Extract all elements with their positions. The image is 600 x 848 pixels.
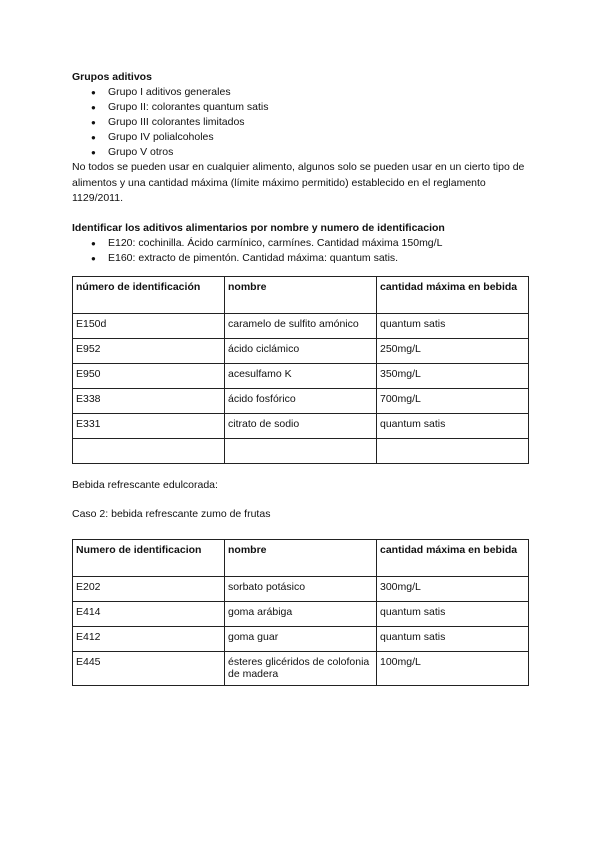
table-header-row — [73, 276, 529, 313]
list-item: ● E120: cochinilla. Ácido carmínico, carmínes. Cantidad máxima 150mg/L — [108, 236, 532, 251]
list-item: ● Grupo III colorantes limitados — [108, 115, 532, 130]
table-cell: 700mg/L — [377, 388, 529, 413]
table-cell: 300mg/L — [377, 576, 529, 601]
table-row — [73, 651, 529, 685]
table-cell: E950 — [73, 363, 225, 388]
table-cell — [377, 438, 529, 463]
table-row — [73, 601, 529, 626]
table-cell: quantum satis — [377, 413, 529, 438]
table-cell: 250mg/L — [377, 338, 529, 363]
table-cell: E414 — [73, 601, 225, 626]
header-cell: nombre — [225, 539, 377, 576]
groups-paragraph: No todos se pueden usar en cualquier alimento, algunos solo se pueden usar en un cierto tipo de alimentos y una cantidad máxima (límite máximo permitido) establecido en el reglamento 1129/2011. — [72, 161, 525, 204]
table-row — [73, 413, 529, 438]
header-cell: Numero de identificacion — [73, 539, 225, 576]
case2-label: Caso 2: bebida refrescante zumo de frutas — [72, 508, 271, 520]
table-cell: caramelo de sulfito amónico — [225, 313, 377, 338]
table-cell — [73, 438, 225, 463]
table-cell — [225, 438, 377, 463]
header-cell: número de identificación — [73, 276, 225, 313]
table-cell: quantum satis — [377, 313, 529, 338]
additives-table-2 — [72, 539, 529, 686]
table-cell: quantum satis — [377, 626, 529, 651]
document-page — [72, 70, 532, 686]
additives-table-1 — [72, 276, 529, 464]
table-row — [73, 313, 529, 338]
table-row — [73, 363, 529, 388]
table-cell: acesulfamo K — [225, 363, 377, 388]
table-cell: E150d — [73, 313, 225, 338]
table-cell: 100mg/L — [377, 651, 529, 685]
header-cell: cantidad máxima en bebida — [377, 539, 529, 576]
table-cell: quantum satis — [377, 601, 529, 626]
identify-heading: Identificar los aditivos alimentarios por nombre y numero de identificacion — [72, 221, 445, 234]
table-row — [73, 338, 529, 363]
table-cell: 350mg/L — [377, 363, 529, 388]
beverage-label: Bebida refrescante edulcorada: — [72, 478, 218, 491]
table-cell: citrato de sodio — [225, 413, 377, 438]
table-cell: E338 — [73, 388, 225, 413]
table-header-row — [73, 539, 529, 576]
table-cell: goma arábiga — [225, 601, 377, 626]
list-item: ● Grupo II: colorantes quantum satis — [108, 100, 532, 115]
groups-heading: Grupos aditivos — [72, 71, 152, 83]
table-row — [73, 388, 529, 413]
list-item: ● Grupo IV polialcoholes — [108, 130, 532, 145]
list-item: ● Grupo I aditivos generales — [108, 85, 532, 100]
identify-list — [72, 236, 532, 266]
table-cell: E202 — [73, 576, 225, 601]
header-cell: cantidad máxima en bebida — [377, 276, 529, 313]
table-cell: E412 — [73, 626, 225, 651]
table-cell: ácido ciclámico — [225, 338, 377, 363]
table-cell: sorbato potásico — [225, 576, 377, 601]
table-cell: goma guar — [225, 626, 377, 651]
list-item: ● Grupo V otros — [108, 145, 532, 160]
table-cell: ácido fosfórico — [225, 388, 377, 413]
header-cell: nombre — [225, 276, 377, 313]
table-row — [73, 576, 529, 601]
list-item: ● E160: extracto de pimentón. Cantidad máxima: quantum satis. — [108, 251, 532, 266]
table-cell: ésteres glicéridos de colofonia de madera — [225, 651, 377, 685]
table-cell: E445 — [73, 651, 225, 685]
table-row — [73, 626, 529, 651]
table-cell: E952 — [73, 338, 225, 363]
table-row — [73, 438, 529, 463]
table-cell: E331 — [73, 413, 225, 438]
groups-list — [72, 85, 532, 160]
